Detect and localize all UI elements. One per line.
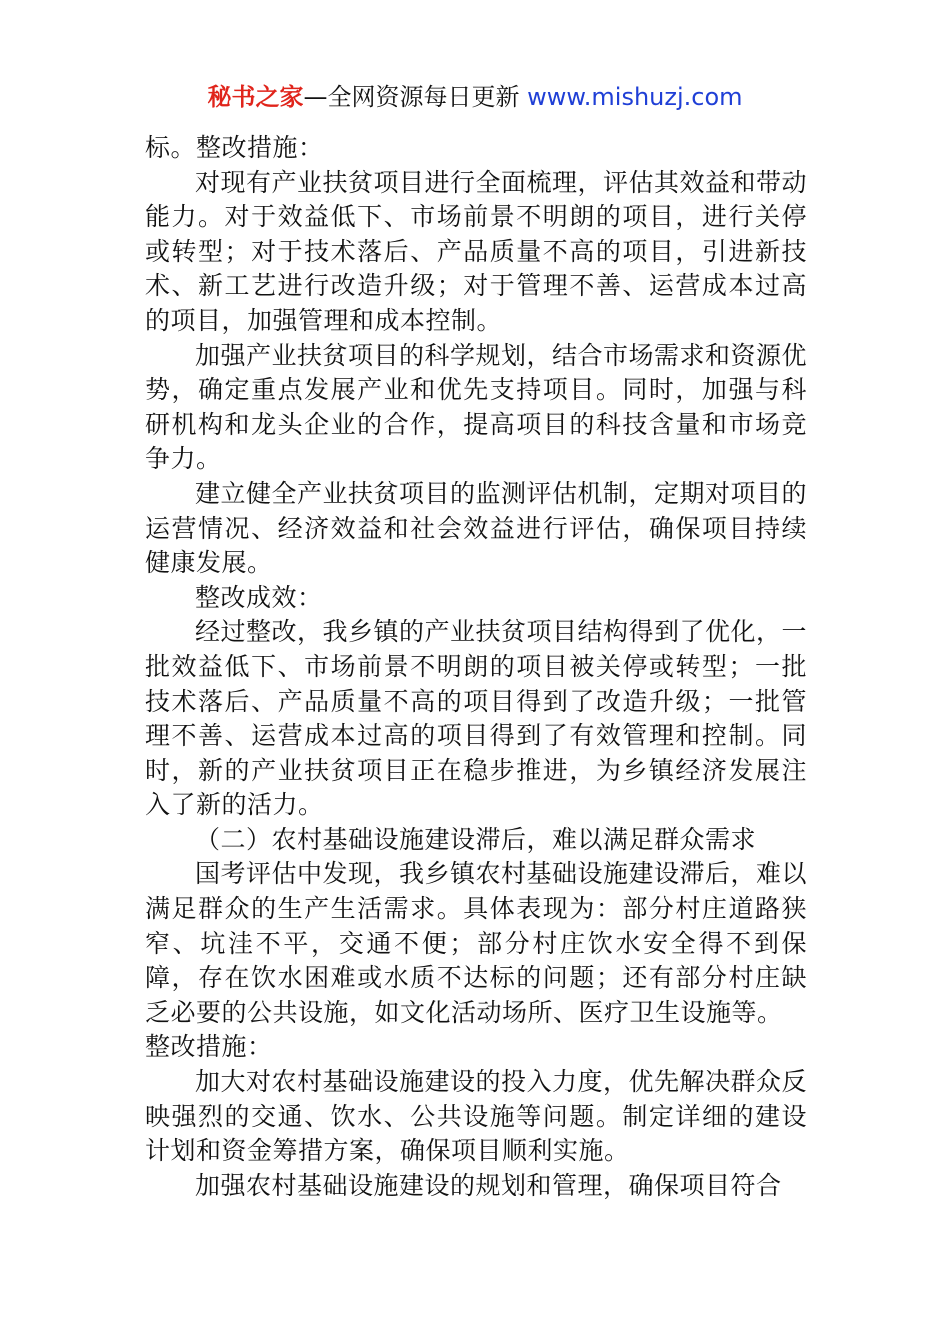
paragraph: 加强农村基础设施建设的规划和管理，确保项目符合 — [195, 1170, 782, 1200]
paragraph: 标。整改措施： — [145, 133, 324, 162]
header-tagline: —全网资源每日更新 — [303, 83, 520, 111]
paragraph: 加强产业扶贫项目的科学规划，结合市场需求和资源优势，确定重点发展产业和优先支持项目。同时，加强与科研机构和龙头企业的合作，提高项目的科技含量和市场竞争力。 — [145, 340, 808, 474]
paragraph: 经过整改，我乡镇的产业扶贫项目结构得到了优化，一批效益低下、市场前景不明朗的项目被关停或转型；一批技术落后、产品质量不高的项目得到了改造升级；一批管理不善、运营成本过高的项目得到了有效管理和控制。同时，新的产业扶贫项目正在稳步推进，为乡镇经济发展注入了新的活力。 — [145, 617, 808, 820]
paragraph: 加大对农村基础设施建设的投入力度，优先解决群众反映强烈的交通、饮水、公共设施等问题。制定详细的建设计划和资金筹措方案，确保项目顺利实施。 — [145, 1067, 808, 1166]
paragraph: 建立健全产业扶贫项目的监测评估机制，定期对项目的运营情况、经济效益和社会效益进行评估，确保项目持续健康发展。 — [145, 478, 808, 578]
section-heading: （二）农村基础设施建设滞后，难以满足群众需求 — [195, 824, 757, 854]
page-header — [0, 80, 950, 114]
section-subheading: 整改措施： — [145, 1032, 273, 1062]
section-subheading: 整改成效： — [195, 582, 323, 612]
site-url-link[interactable]: www.mishuzj.com — [527, 83, 743, 111]
paragraph: 对现有产业扶贫项目进行全面梳理，评估其效益和带动能力。对于效益低下、市场前景不明朗的项目，进行关停或转型；对于技术落后、产品质量不高的项目，引进新技术、新工艺进行改造升级；对于管理不善、运营成本过高的项目，加强管理和成本控制。 — [145, 167, 808, 335]
document-body — [145, 131, 807, 1203]
brand-name: 秘书之家 — [207, 83, 304, 111]
paragraph: 国考评估中发现，我乡镇农村基础设施建设滞后，难以满足群众的生产生活需求。具体表现为：部分村庄道路狭窄、坑洼不平，交通不便；部分村庄饮水安全得不到保障，存在饮水困难或水质不达标的问题；还有部分村庄缺乏必要的公共设施，如文化活动场所、医疗卫生设施等。 — [145, 859, 808, 1027]
